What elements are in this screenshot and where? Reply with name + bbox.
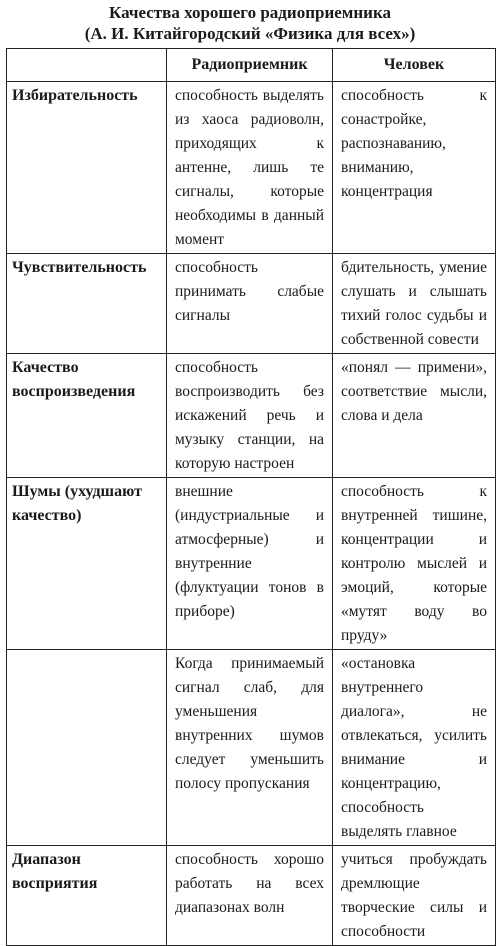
caption-source: (А. И. Китайгородский «Физика для всех») (84, 24, 416, 43)
table-row (7, 846, 496, 946)
radio-cell: способность хорошо работать на всех диапазонах волн (167, 846, 333, 946)
quality-cell: Чувствительность (7, 254, 167, 354)
quality-cell (7, 650, 167, 846)
table-row (7, 478, 496, 650)
header-quality (7, 49, 167, 82)
table-caption (6, 2, 494, 48)
human-cell: «понял — примени», соответствие мысли, слова и дела (333, 354, 496, 478)
radio-cell: способность принимать слабые сигналы (167, 254, 333, 354)
table-row (7, 82, 496, 254)
table-row (7, 254, 496, 354)
radio-cell: Когда принимаемый сигнал слаб, для уменьшения внутренних шумов следует уменьшить полосу пропускания (167, 650, 333, 846)
human-cell: «остановка внутреннего диалога», не отвлекаться, усилить внимание и концентрацию, способность выделять главное (333, 650, 496, 846)
human-cell: способность к внутренней тишине, концентрации и контролю мыслей и эмоций, которые «мутят воду во пруду» (333, 478, 496, 650)
radio-cell: способность воспроизводить без искажений речь и музыку станции, на которую настроен (167, 354, 333, 478)
table-row (7, 650, 496, 846)
comparison-table (6, 48, 496, 946)
human-cell: учиться пробуждать дремлющие творческие силы и способности (333, 846, 496, 946)
quality-cell: Диапазон восприятия (7, 846, 167, 946)
table-header-row (7, 49, 496, 82)
caption-title: Качества хорошего радиоприемника (109, 3, 391, 22)
human-cell: способность к сонастройке, распознаванию, вниманию, концентрация (333, 82, 496, 254)
table-row (7, 354, 496, 478)
header-human: Человек (333, 49, 496, 82)
header-radio: Радиоприемник (167, 49, 333, 82)
quality-cell: Шумы (ухудшают качество) (7, 478, 167, 650)
human-cell: бдительность, умение слушать и слышать тихий голос судьбы и собственной совести (333, 254, 496, 354)
quality-cell: Качество воспроизведения (7, 354, 167, 478)
radio-cell: способность выделять из хаоса радиоволн, приходящих к антенне, лишь те сигналы, которые необходимы в данный момент (167, 82, 333, 254)
quality-cell: Избирательность (7, 82, 167, 254)
radio-cell: внешние (индустриальные и атмосферные) и внутренние (флуктуации тонов в приборе) (167, 478, 333, 650)
